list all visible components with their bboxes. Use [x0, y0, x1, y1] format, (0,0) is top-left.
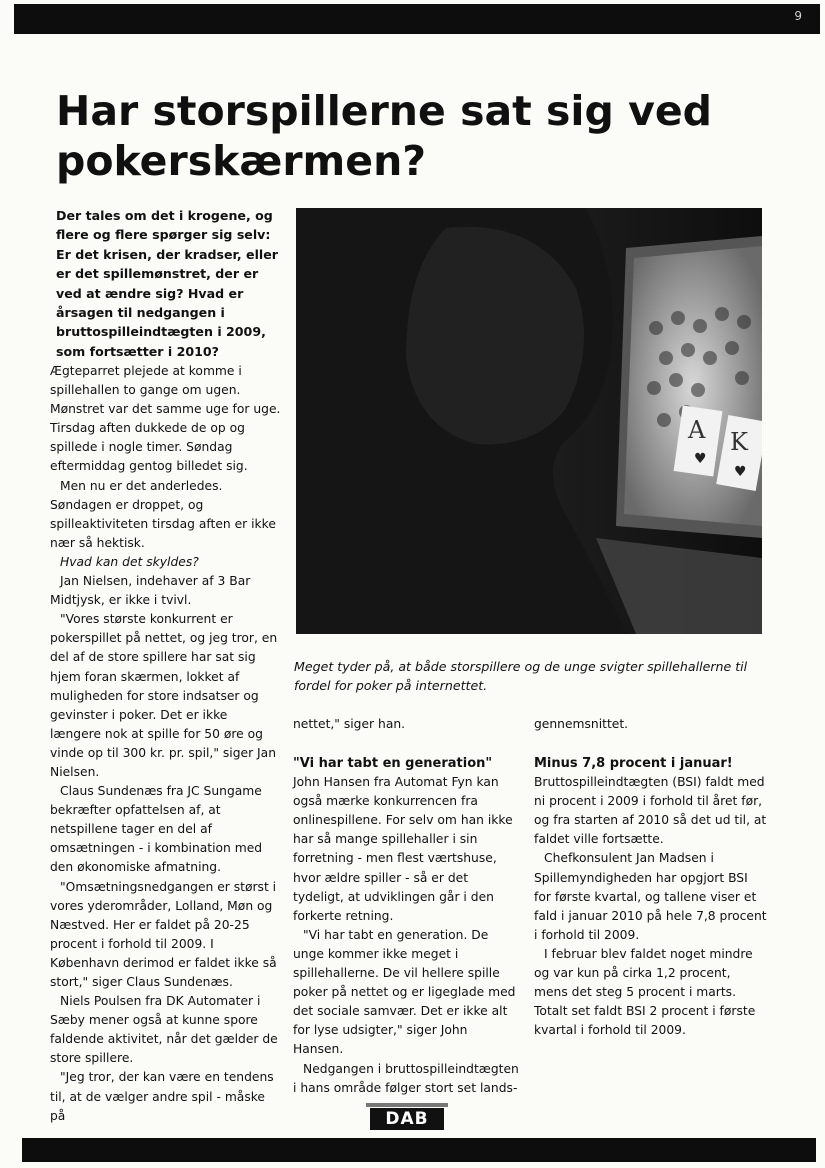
article-headline: Har storspillerne sat sig ved pokerskærmen?: [56, 87, 712, 185]
paragraph: I februar blev faldet noget mindre og var kun på cirka 1,2 procent, mens det steg 5 procent i marts. Totalt set faldt BSI 2 procent i første kvartal i forhold til 2009.: [534, 946, 756, 1038]
photo-caption: Meget tyder på, at både storspillere og de unge svigter spillehallerne til fordel for poker på internettet.: [294, 659, 748, 693]
paragraph: John Hansen fra Automat Fyn kan også mærke konkurrencen fra onlinespillene. For selv om han ikke har så mange spillehaller i sin forretning - men flest værtshuse, hvor ældre spiller - så er det tydeligt, at udviklingen går i den forkerte retning.: [293, 775, 513, 923]
paragraph: "Vi har tabt en generation. De unge kommer ikke meget i spillehallerne. De vil hellere spille poker på nettet og er ligeglade med det sociale samvær. Det er ikke alt for lyse udsigter," siger John Hansen.: [293, 927, 516, 1057]
svg-text:♥: ♥: [694, 451, 707, 467]
column-1: [50, 362, 282, 1126]
dab-logo: [366, 1104, 448, 1130]
logo-text: DAB: [370, 1108, 444, 1130]
paragraph: "Vores største konkurrent er pokerspillet på nettet, og jeg tror, en del af de store spillere har sat sig hjem foran skærmen, lokket af muligheden for store indsatser og gevinster i poker. Det er ikke længere nok at spille for 50 øre og vinde op til 300 kr. pr. spil," siger Jan Nielsen.: [50, 612, 278, 779]
card-ace-label: A: [688, 416, 706, 444]
subheading: "Vi har tabt en generation": [293, 756, 493, 772]
paragraph-continued: gennemsnittet.: [534, 717, 629, 731]
column-3: [534, 715, 768, 1040]
paragraph-question: Hvad kan det skyldes?: [60, 554, 199, 569]
article-intro: Der tales om det i krogene, og flere og flere spørger sig selv: Er det krisen, der kradser, eller er det spillemønstret, der er ved at ændre sig? Hvad er årsagen til nedgangen i bruttospilleindtægten i 2009, som fortsætter i 2010?: [56, 208, 278, 359]
paragraph: Bruttospilleindtægten (BSI) faldt med ni procent i 2009 i forhold til året før, og fra starten af 2010 så det ud til, at faldet ville fortsætte.: [534, 775, 767, 847]
paragraph-continued: nettet," siger han.: [293, 717, 406, 731]
header-bar: [14, 4, 820, 34]
paragraph: "Omsætningsnedgangen er størst i vores yderområder, Lolland, Møn og Næstved. Her er faldet på 20-25 procent i forhold til 2009. I København derimod er faldet ikke så stort," siger Claus Sundenæs.: [50, 879, 277, 989]
paragraph: Chefkonsulent Jan Madsen i Spillemyndigheden har opgjort BSI for første kvartal, og tallene viser et fald i januar 2010 på hele 7,8 procent i forhold til 2009.: [534, 851, 767, 942]
svg-text:♥: ♥: [734, 464, 747, 480]
paragraph: Nedgangen i bruttospilleindtægten i hans område følger stort set lands-: [293, 1061, 519, 1095]
footer-bar: [22, 1138, 816, 1162]
photo-illustration: [296, 208, 762, 634]
article-photo: [296, 208, 762, 634]
laptop-screen: [616, 236, 762, 538]
column-2: [293, 715, 519, 1098]
page-number: 9: [794, 9, 802, 23]
subheading: Minus 7,8 procent i januar!: [534, 756, 733, 772]
paragraph: Jan Nielsen, indehaver af 3 Bar Midtjysk, er ikke i tvivl.: [50, 574, 251, 608]
paragraph: Niels Poulsen fra DK Automater i Sæby mener også at kunne spore faldende aktivitet, når det gælder de store spillere.: [50, 994, 278, 1066]
card-king-label: K: [730, 428, 748, 456]
paragraph: Claus Sundenæs fra JC Sungame bekræfter opfattelsen af, at netspillene tager en del af omsætningen - i kombination med den økonomiske afmatning.: [50, 784, 263, 875]
paragraph: Ægteparret plejede at komme i spillehallen to gange om ugen. Mønstret var det samme uge for uge. Tirsdag aften dukkede de op og spillede i nogle timer. Søndag eftermiddag gentog billedet sig.: [50, 364, 281, 474]
paragraph: Men nu er det anderledes. Søndagen er droppet, og spilleaktiviteten tirsdag aften er ikke nær så hektisk.: [50, 478, 276, 550]
paragraph: "Jeg tror, der kan være en tendens til, at de vælger andre spil - måske på: [50, 1070, 274, 1123]
person-silhouette: [296, 208, 626, 634]
